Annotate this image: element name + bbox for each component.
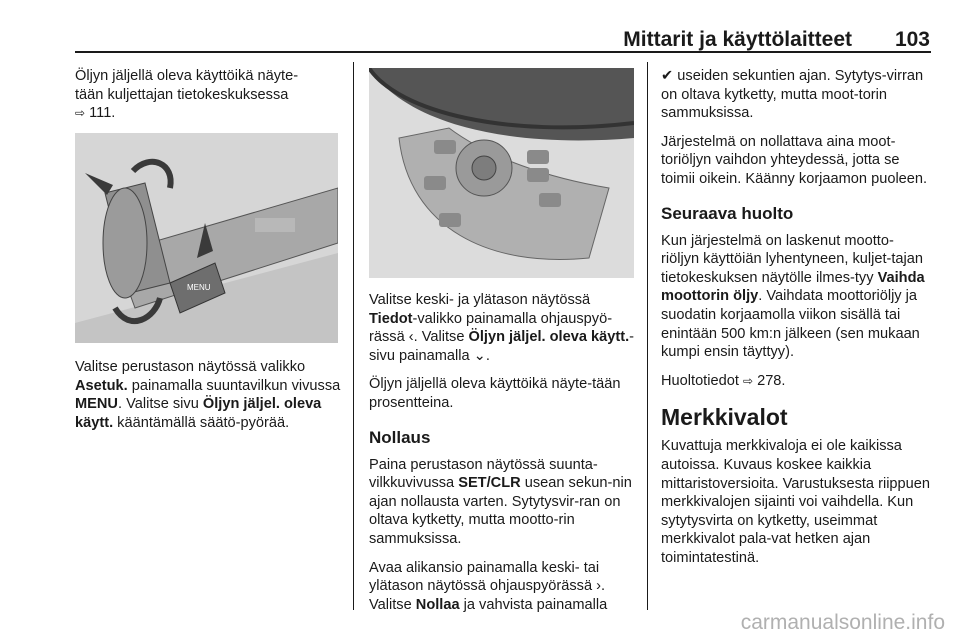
text-run: . Vaihdata moottoriöljy ja suodatin korjaamolla viikon sisällä tai enintään 500 km:n jälkeen (sen mukaan kumpi ensin täyttyy). — [661, 288, 920, 361]
message-change-oil: Vaihda moottorin öljy — [661, 269, 925, 305]
steering-wheel-controls-illustration — [369, 68, 634, 278]
checkmark-icon: ✔ — [661, 68, 674, 84]
text-run: Huoltotiedot — [661, 372, 743, 389]
page-oil-life: Öljyn jäljel. oleva käytt. — [75, 396, 322, 431]
heading-nollaus: Nollaus — [369, 427, 431, 447]
menu-label: MENU — [187, 283, 211, 292]
text-run: . Valitse — [369, 578, 606, 613]
percentage-paragraph: Öljyn jäljellä oleva käyttöikä näyte-tään prosentteina. — [369, 376, 621, 411]
confirm-paragraph — [661, 67, 931, 123]
menu-button-label: MENU — [75, 396, 118, 413]
next-service-paragraph — [661, 232, 931, 362]
column-2-text — [369, 291, 634, 624]
menu-item-tiedot: Tiedot — [369, 310, 413, 327]
column-divider-1 — [353, 62, 354, 610]
text-run: -valikko painamalla ohjauspyö-rässä — [369, 310, 613, 346]
text-run: usean sekun-nin ajan nollausta varten. Sytytysvir-ran on oltava kytketty, mutta mootto-rin sammuksissa. — [369, 475, 632, 547]
reset-paragraph — [369, 456, 634, 549]
page-ref-icon: ⇨ — [75, 106, 86, 121]
text-run: kääntämällä säätö-pyörää. — [113, 414, 290, 431]
reset-required-paragraph: Järjestelmä on nollattava aina moot-toriöljyn vaihdon yhteydessä, jotta se toimii oikein. Käänny korjaamon puoleen. — [661, 133, 928, 187]
text-run: painamalla suuntavilkun vivussa — [127, 377, 341, 394]
intro-paragraph — [75, 67, 345, 123]
turn-signal-lever-illustration — [75, 133, 338, 343]
text-run: Paina perustason näytössä suunta-vilkkuvivussa — [369, 456, 598, 492]
watermark: carmanualsonline.info — [740, 611, 945, 634]
column-1-instructions — [75, 358, 345, 442]
text-run: useiden sekuntien ajan. Sytytys-virran on oltava kytketty, mutta moot-torin sammuksissa. — [661, 68, 924, 122]
text-run: . Valitse — [413, 329, 469, 346]
page-ref-link[interactable]: 111. — [89, 105, 116, 122]
text-run: . Valitse sivu — [117, 396, 203, 413]
service-info-ref — [661, 372, 931, 391]
menu-item-nollaa: Nollaa — [415, 596, 460, 613]
info-menu-paragraph — [369, 291, 634, 365]
menu-item-asetuk: Asetuk. — [75, 377, 128, 394]
heading-seuraava-huolto: Seuraava huolto — [661, 203, 794, 223]
instructions-paragraph — [75, 358, 345, 432]
text-run: Kun järjestelmä on laskenut mootto-riöljyn käyttöiän lyhentyneen, kuljet-tajan tietokeskuksen näytölle ilmes-tyy — [661, 232, 924, 286]
text-run: Valitse perustason näytössä valikko — [75, 359, 306, 375]
page-oil-life: Öljyn jäljel. oleva käytt. — [468, 329, 630, 346]
page-number: 103 — [894, 28, 930, 51]
section-heading-merkkivalot: Merkkivalot — [661, 404, 788, 431]
intro-line-2: tään kuljettajan tietokeskuksessa — [75, 86, 289, 103]
page-ref-link[interactable]: 278. — [757, 372, 786, 389]
page-header-title: Mittarit ja käyttölaitteet — [623, 28, 852, 51]
text-run: . — [485, 347, 490, 364]
header-rule — [75, 51, 931, 53]
column-1-intro — [75, 67, 345, 133]
set-clr-label: SET/CLR — [458, 475, 521, 492]
text-run: Valitse keski- ja ylätason näytössä — [369, 292, 591, 308]
column-3-text — [661, 67, 931, 577]
text-run: -sivu painamalla — [369, 329, 634, 364]
text-run: ja vahvista painamalla — [459, 596, 608, 613]
right-chevron-icon: › — [596, 578, 602, 595]
left-chevron-icon: ‹ — [408, 329, 414, 346]
page-ref-icon: ⇨ — [742, 373, 754, 388]
column-divider-2 — [647, 62, 648, 610]
intro-line-1: Öljyn jäljellä oleva käyttöikä näyte- — [75, 68, 299, 84]
submenu-paragraph — [369, 559, 634, 615]
warning-lights-paragraph: Kuvattuja merkkivaloja ei ole kaikissa autoissa. Kuvaus koskee kaikkia mittaristoversioita. Varustuksesta riippuen merkkivalojen sijainti voi vaihdella. Kun sytytysvirta on kytketty, useimmat merkkivalot pala-vat hetken ajan toimintatestinä. — [661, 438, 931, 566]
down-chevron-icon: ⌄ — [473, 347, 486, 364]
text-run: Avaa alikansio painamalla keski- tai ylätason näytössä ohjauspyörässä — [369, 559, 600, 595]
